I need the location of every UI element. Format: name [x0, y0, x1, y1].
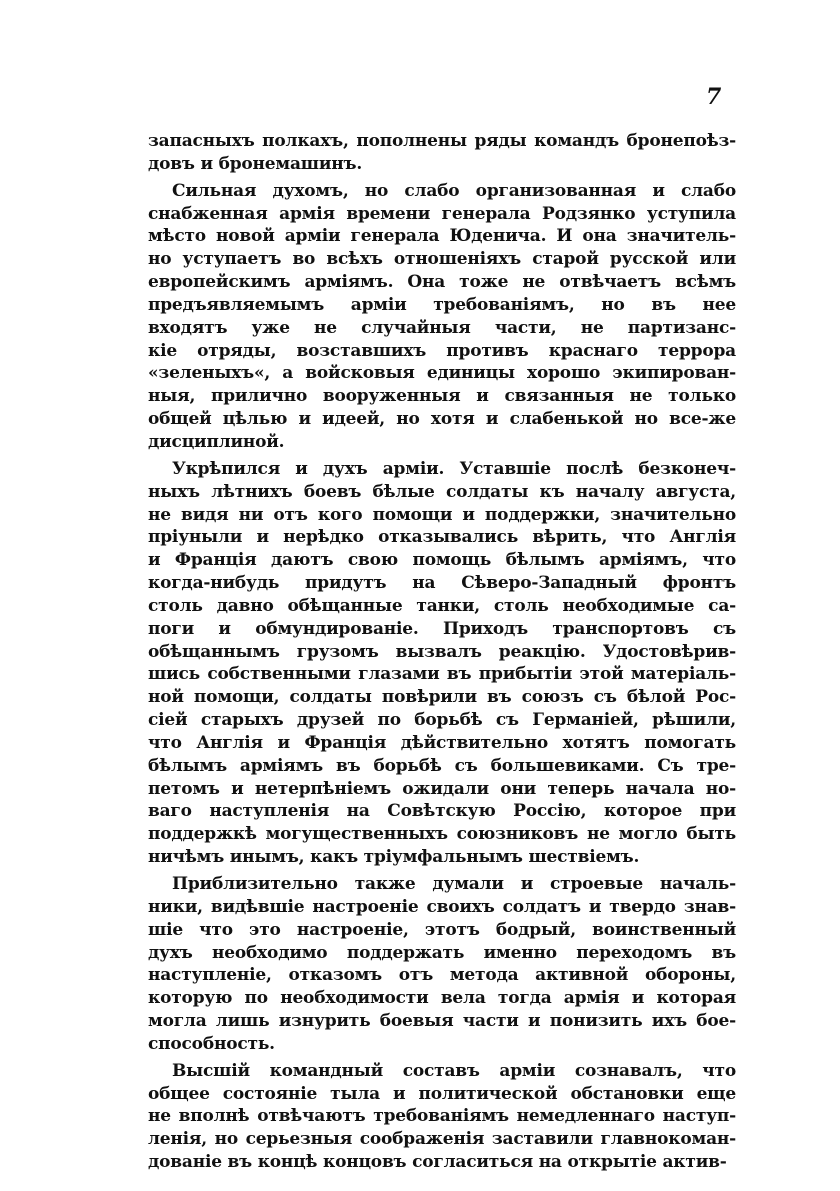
text-line: предъявляемымъ арміи требованіямъ, но въ нее	[148, 294, 736, 315]
text-line: Высшій командный составъ арміи сознавалъ, что	[172, 1060, 736, 1081]
text-line: не вполнѣ отвѣчаютъ требованіямъ немедленнаго наступ-	[148, 1106, 736, 1127]
text-line: когда-нибудь придутъ на Сѣверо-Западный фронтъ	[148, 573, 736, 594]
text-line: которую по необходимости вела тогда армія и которая	[148, 988, 736, 1009]
text-line: шіе что это настроеніе, этотъ бодрый, воинственный	[148, 919, 736, 940]
text-line: обѣщаннымъ грузомъ вызвалъ реакцію. Удостовѣрив-	[148, 641, 736, 662]
text-line: пріуныли и нерѣдко отказывались вѣрить, что Англія	[148, 527, 736, 548]
text-line: дисциплиной.	[148, 431, 285, 452]
text-line: ленія, но серьезныя соображенія заставили главнокоман-	[148, 1129, 736, 1150]
paragraph	[148, 180, 736, 454]
text-line: ничѣмъ инымъ, какъ тріумфальнымъ шествіемъ.	[148, 847, 640, 868]
text-line: Укрѣпился и духъ арміи. Уставшіе послѣ безконеч-	[172, 458, 736, 479]
text-line: бѣлымъ арміямъ въ борьбѣ съ большевиками. Съ тре-	[148, 755, 736, 776]
text-line: дованіе въ концѣ концовъ согласиться на открытіе актив-	[148, 1152, 727, 1173]
paragraph	[148, 1060, 736, 1174]
paragraph	[148, 873, 736, 1056]
body-text	[148, 130, 736, 1174]
text-line: поддержкѣ могущественныхъ союзниковъ не могло быть	[148, 824, 736, 845]
text-line: не видя ни отъ кого помощи и поддержки, значительно	[148, 504, 736, 525]
text-line: Сильная духомъ, но слабо организованная и слабо	[172, 180, 736, 201]
text-line: могла лишь изнурить боевыя части и понизить ихъ бое-	[148, 1011, 736, 1032]
text-line: ваго наступленія на Совѣтскую Россію, которое при	[148, 801, 736, 822]
text-line: что Англія и Франція дѣйствительно хотятъ помогать	[148, 732, 736, 753]
text-line: европейскимъ арміямъ. Она тоже не отвѣчаетъ всѣмъ	[148, 272, 736, 293]
text-line: способность.	[148, 1033, 275, 1054]
text-line: общее состояніе тыла и политической обстановки еще	[148, 1083, 736, 1104]
page-number: 7	[706, 84, 722, 110]
text-line: столь давно обѣщанные танки, столь необходимые са-	[148, 595, 736, 616]
text-line: ной помощи, солдаты повѣрили въ союзъ съ бѣлой Рос-	[148, 687, 736, 708]
text-line: наступленіе, отказомъ отъ метода активной обороны,	[148, 965, 736, 986]
text-line: ники, видѣвшіе настроеніе своихъ солдатъ и твердо знав-	[148, 896, 736, 917]
text-line: общей цѣлью и идеей, но хотя и слабенькой но все-же	[148, 409, 736, 430]
text-line: шись собственными глазами въ прибытіи этой матеріаль-	[148, 664, 736, 685]
text-line: но уступаетъ во всѣхъ отношеніяхъ старой русской или	[148, 249, 736, 270]
text-line: поги и обмундированіе. Приходъ транспортовъ съ	[148, 618, 736, 639]
text-line: и Франція даютъ свою помощь бѣлымъ арміямъ, что	[148, 550, 736, 571]
text-line: мѣсто новой арміи генерала Юденича. И она значитель-	[148, 226, 736, 247]
paragraph	[148, 130, 736, 176]
text-line: духъ необходимо поддержать именно переходомъ въ	[148, 942, 736, 963]
paragraph	[148, 458, 736, 869]
text-line: Приблизительно также думали и строевые началь-	[172, 874, 736, 894]
text-line: запасныхъ полкахъ, пополнены ряды командъ бронепоѣз-	[148, 131, 736, 151]
text-line: довъ и бронемашинъ.	[148, 153, 363, 174]
text-line: сіей старыхъ друзей по борьбѣ съ Германіей, рѣшили,	[148, 710, 736, 731]
text-line: кіе отряды, возставшихъ противъ краснаго террора	[148, 340, 736, 361]
text-line: «зеленыхъ«, а войсковыя единицы хорошо экипирован-	[148, 363, 736, 384]
text-line: ныя, прилично вооруженныя и связанныя не только	[148, 386, 736, 407]
text-line: снабженная армія времени генерала Родзянко уступила	[148, 203, 736, 224]
text-line: входятъ уже не случайныя части, не партизанс-	[148, 317, 736, 338]
text-line: ныхъ лѣтнихъ боевъ бѣлые солдаты къ началу августа,	[148, 481, 736, 502]
text-line: петомъ и нетерпѣніемъ ожидали они теперь начала но-	[148, 778, 736, 799]
